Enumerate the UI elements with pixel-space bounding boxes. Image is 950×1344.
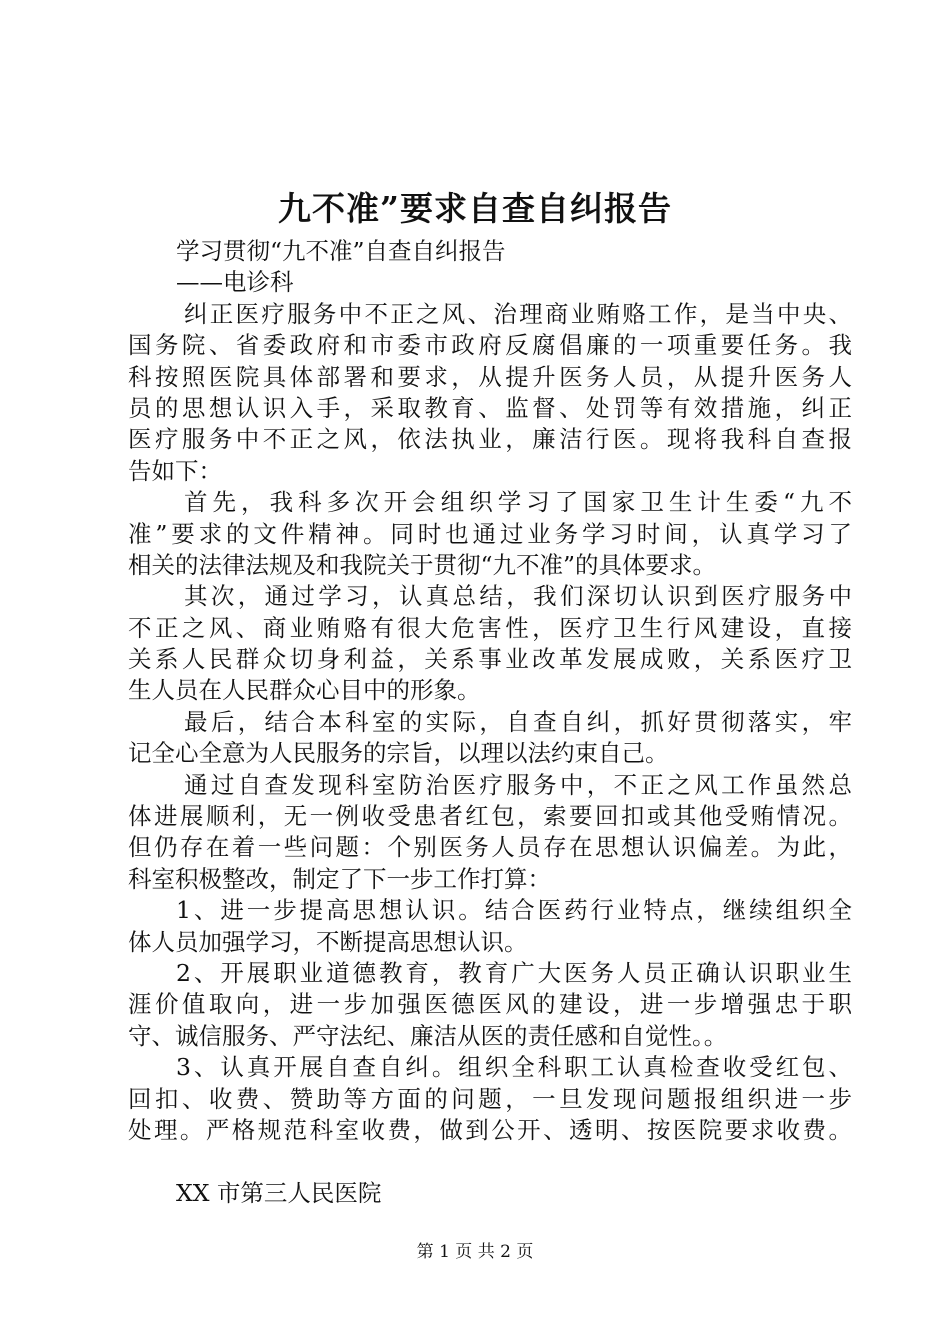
paragraph-line: 3、认真开展自查自纠。组织全科职工认真检查收受红包、 [176,1053,852,1082]
document-title: 九不准”要求自查自纠报告 [278,189,672,228]
paragraph-line: 最后，结合本科室的实际，自查自纠，抓好贯彻落实，牢 [184,707,852,736]
signature: XX 市第三人民医院 [176,1178,382,1207]
page-number: 第 1 页 共 2 页 [416,1242,534,1262]
paragraph-line: 纠正医疗服务中不正之风、治理商业贿赂工作，是当中央、 [184,299,852,328]
paragraph-line: 相关的法律法规及和我院关于贯彻“九不准”的具体要求。 [128,550,717,579]
paragraph-line: 体人员加强学习，不断提高思想认识。 [128,927,528,956]
document-body [128,236,852,1209]
paragraph-line: 关系人民群众切身利益，关系事业改革发展成败，关系医疗卫 [128,645,852,674]
paragraph-line: 记全心全意为人民服务的宗旨，以理以法约束自己。 [128,739,669,768]
subtitle: 学习贯彻“九不准”自查自纠报告 [176,237,506,265]
paragraph-line: 员的思想认识入手，采取教育、监督、处罚等有效措施，纠正 [128,393,852,422]
paragraph-line: 通过自查发现科室防治医疗服务中，不正之风工作虽然总 [184,770,852,799]
paragraph-line: 国务院、省委政府和市委市政府反腐倡廉的一项重要任务。我 [128,331,852,360]
blank-line [128,1146,852,1177]
paragraph-line: 处理。严格规范科室收费，做到公开、透明、按医院要求收费。 [128,1115,852,1144]
paragraph-line: 其次，通过学习，认真总结，我们深切认识到医疗服务中 [184,582,852,611]
paragraph-line: 体进展顺利，无一例收受患者红包，索要回扣或其他受贿情况。 [128,802,852,831]
paragraph-line: 准”要求的文件精神。同时也通过业务学习时间，认真学习了 [128,519,852,548]
paragraph-line: 回扣、收费、赞助等方面的问题，一旦发现问题报组织进一步 [128,1084,852,1113]
paragraph-line: 1、进一步提高思想认识。结合医药行业特点，继续组织全 [176,896,852,925]
paragraph-line: 科按照医院具体部署和要求，从提升医务人员，从提升医务人 [128,362,852,391]
department-line: ——电诊科 [176,268,294,297]
paragraph-line: 医疗服务中不正之风，依法执业，廉洁行医。现将我科自查报 [128,425,852,454]
paragraph-line: 生人员在人民群众心目中的形象。 [128,676,481,705]
paragraph-line: 2、开展职业道德教育，教育广大医务人员正确认识职业生 [176,958,852,987]
paragraph-line: 不正之风、商业贿赂有很大危害性，医疗卫生行风建设，直接 [128,613,852,642]
paragraph-line: 守、诚信服务、严守法纪、廉洁从医的责任感和自觉性。。 [128,1021,728,1050]
paragraph-line: 涯价值取向，进一步加强医德医风的建设，进一步增强忠于职 [128,990,852,1019]
paragraph-line: 科室积极整改，制定了下一步工作打算： [128,864,551,893]
paragraph-line: 首先，我科多次开会组织学习了国家卫生计生委“九不 [184,488,852,517]
paragraph-line: 告如下： [128,456,222,485]
paragraph-line: 但仍存在着一些问题：个别医务人员存在思想认识偏差。为此， [128,833,852,862]
